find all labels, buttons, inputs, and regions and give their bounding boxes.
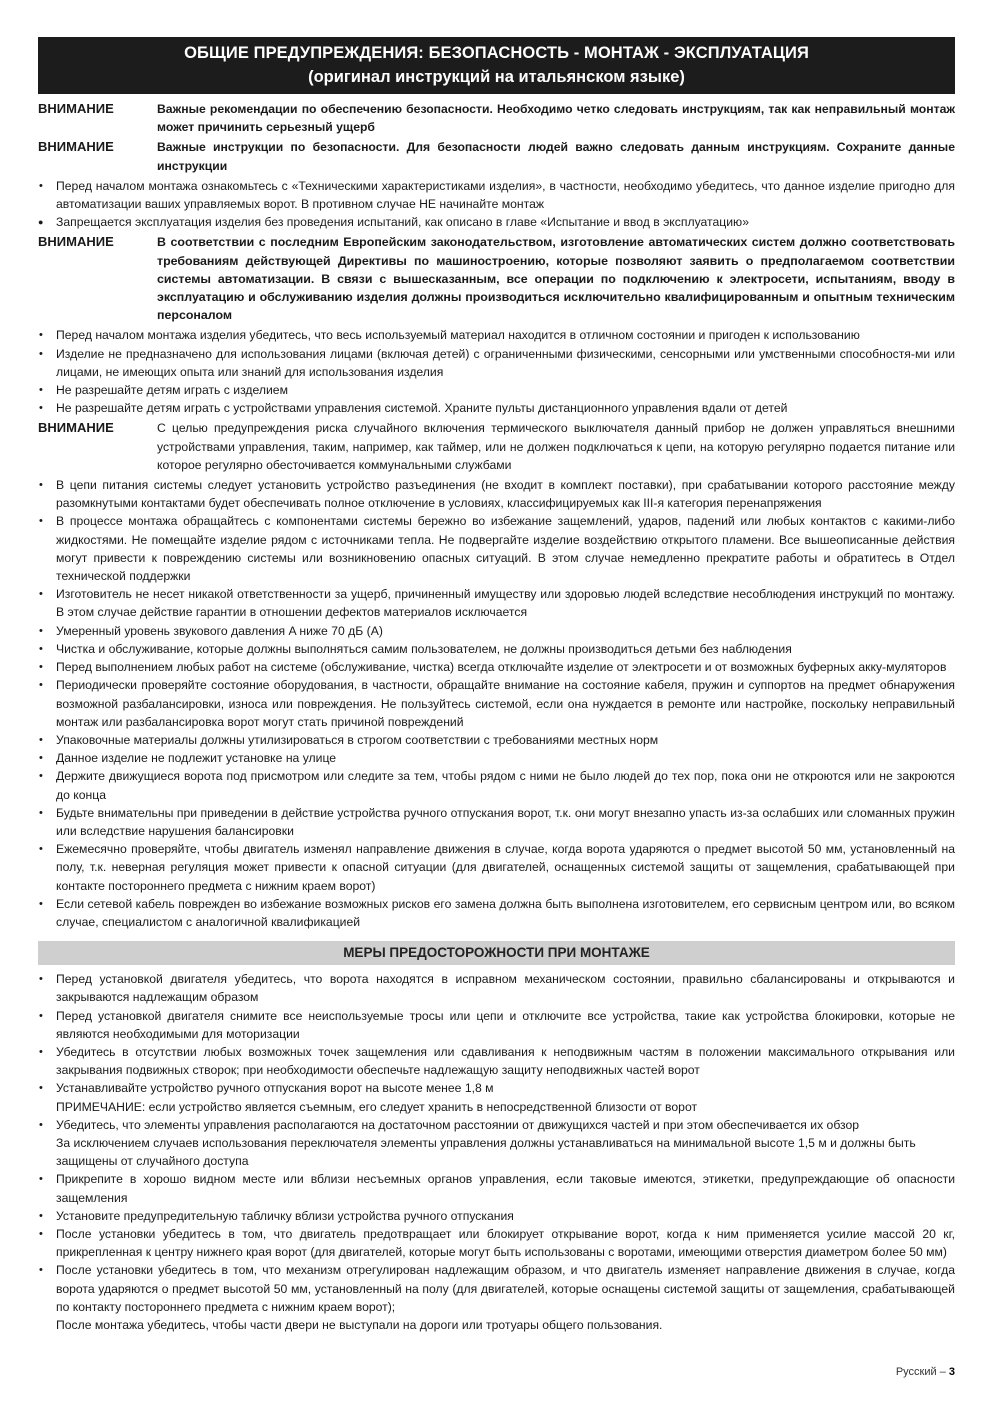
list-item: • Убедитесь в отсутствии любых возможных точек защемления или сдавливания к неподвижным частям в положении максимального открывания или закрывания подвижных створок; при необходимости обеспечьте надлежащую защиту неподвижных частей ворот bbox=[38, 1043, 955, 1079]
warning-text: С целью предупреждения риска случайного включения термического выключателя данный прибор не должен управляться внешними устройствами управления, таким, например, как таймер, или не должен подключаться к цепи, на которую регулярно подается питание или которое регулярно обесточивается коммунальными службами bbox=[157, 421, 955, 472]
list-item-note: ПРИМЕЧАНИЕ: если устройство является съемным, его следует хранить в непосредственной близости от ворот bbox=[56, 1099, 698, 1114]
list-item: • После установки убедитесь в том, что механизм отрегулирован надлежащим образом, и что двигатель изменяет направление движения в случае, когда ворота ударяются о предмет высотой 50 мм, установленный на полу (для двигателей, которые оснащены системой защиты от защемления, срабатывающей по контакту постороннего предмета с нижним краем ворот); bbox=[38, 1261, 955, 1316]
list-item: ● Запрещается эксплуатация изделия без проведения испытаний, как описано в главе «Испытание и ввод в эксплуатацию» bbox=[38, 213, 955, 231]
warning-label: ВНИМАНИЕ bbox=[38, 139, 114, 155]
list-item: • Перед началом монтажа изделия убедитесь, что весь используемый материал находится в отличном состоянии и пригоден к использованию bbox=[38, 326, 955, 344]
list-item: • Изготовитель не несет никакой ответственности за ущерб, причиненный имуществу или здоровью людей вследствие несоблюдения инструкций по монтажу. В этом случае действие гарантии в отношении дефектов материалов исключается bbox=[38, 585, 955, 621]
list-item: • Если сетевой кабель поврежден во избежание возможных рисков его замена должна быть выполнена изготовителем, его сервисным центром или, во всяком случае, специалистом с аналогичной квалификацией bbox=[38, 895, 955, 931]
warning-label: ВНИМАНИЕ bbox=[38, 234, 114, 250]
warning-block bbox=[38, 138, 955, 174]
list-item: • Устанавливайте устройство ручного отпускания ворот на высоте менее 1,8 м bbox=[38, 1079, 955, 1097]
list-item: • Убедитесь, что элементы управления располагаются на достаточном расстоянии от движущихся частей и при этом обеспечивается их обзор bbox=[38, 1116, 955, 1134]
list-item: • Данное изделие не подлежит установке на улице bbox=[38, 749, 955, 767]
list-item: • Периодически проверяйте состояние оборудования, в частности, обращайте внимание на состояние кабеля, пружин и суппортов на предмет обнаружения возможной разбалансировки, износа или повреждения. Не пользуйтесь системой, если она нуждается в ремонте или настройке, поскольку неправильный монтаж или разбалансировка ворот могут стать причиной повреждений bbox=[38, 676, 955, 731]
list-item: • Упаковочные материалы должны утилизироваться в строгом соответствии с требованиями местных норм bbox=[38, 731, 955, 749]
page-header bbox=[38, 37, 955, 94]
list-item: • Не разрешайте детям играть с изделием bbox=[38, 381, 955, 399]
warning-text: Важные рекомендации по обеспечению безопасности. Необходимо четко следовать инструкциям, так как неправильный монтаж может причинить серьезный ущерб bbox=[157, 102, 955, 135]
warning-block bbox=[38, 233, 955, 324]
footer-language: Русский – bbox=[895, 1366, 949, 1378]
list-item: • Перед установкой двигателя убедитесь, что ворота находятся в исправном механическом состоянии, правильно сбалансированы и открываются и закрываются надлежащим образом bbox=[38, 970, 955, 1006]
warning-label: ВНИМАНИЕ bbox=[38, 420, 114, 436]
warning-text: В соответствии с последним Европейским законодательством, изготовление автоматических систем должно соответствовать требованиям действующей Директивы по машиностроению, которые позволяют заявить о предполагаемом соответствии системы автоматизации. В связи с вышесказанным, все операции по подключению к электросети, испытаниям, вводу в эксплуатацию и обслуживанию изделия должны производиться исключительно квалифицированным и опытным техническим персоналом bbox=[157, 235, 955, 323]
page-number: 3 bbox=[948, 1366, 955, 1378]
section-heading: МЕРЫ ПРЕДОСТОРОЖНОСТИ ПРИ МОНТАЖЕ bbox=[38, 941, 955, 965]
page-footer bbox=[896, 1366, 955, 1378]
list-item: • Установите предупредительную табличку вблизи устройства ручного отпускания bbox=[38, 1207, 955, 1225]
warning-text: Важные инструкции по безопасности. Для безопасности людей важно следовать данным инструкциям. Сохраните данные инструкции bbox=[157, 140, 955, 173]
list-item: • Перед началом монтажа ознакомьтесь с «Техническими характеристиками изделия», в частности, необходимо убедитесь, что данное изделие пригодно для автоматизации ваших управляемых ворот. В противном случае НЕ начинайте монтаж bbox=[38, 177, 955, 213]
page-title: ОБЩИЕ ПРЕДУПРЕЖДЕНИЯ: БЕЗОПАСНОСТЬ - МОНТАЖ - ЭКСПЛУАТАЦИЯ bbox=[184, 44, 809, 62]
list-item-note: После монтажа убедитесь, чтобы части двери не выступали на дороги или тротуары общего пользования. bbox=[56, 1318, 663, 1332]
list-item: • Ежемесячно проверяйте, чтобы двигатель изменял направление движения в случае, когда ворота ударяются о предмет высотой 50 мм, установленный на полу, т.к. неверная регуляция может привести к опасной ситуации (для двигателей, оснащенных системой защиты от защемления, срабатывающей при контакте постороннего предмета с нижним краем ворот) bbox=[38, 840, 955, 895]
list-item: • После установки убедитесь в том, что двигатель предотвращает или блокирует открывание ворот, когда к ним применяется усилие массой 20 кг, прикрепленная к центру нижнего края ворот (для двигателей, которые могут быть использованы с воротами, имеющими отверстия диаметром более 50 мм) bbox=[38, 1225, 955, 1261]
page-subtitle: (оригинал инструкций на итальянском языке) bbox=[308, 68, 685, 86]
list-item: • Держите движущиеся ворота под присмотром или следите за тем, чтобы рядом с ними не было людей до тех пор, пока они не откроются или не закроются до конца bbox=[38, 767, 955, 803]
list-item: • Перед выполнением любых работ на системе (обслуживание, чистка) всегда отключайте изделие от электросети и от возможных буферных акку-муляторов bbox=[38, 658, 955, 676]
list-item: • Не разрешайте детям играть с устройствами управления системой. Храните пульты дистанционного управления вдали от детей bbox=[38, 399, 955, 417]
list-item: • Изделие не предназначено для использования лицами (включая детей) с ограниченными физическими, сенсорными или умственными способностя-ми или лицами, не имеющих опыта или знаний для использования изделия bbox=[38, 345, 955, 381]
list-item: • В цепи питания системы следует установить устройство разъединения (не входит в комплект поставки), при срабатывании которого расстояние между разомкнутыми контактами будет обеспечивать полное отключение в условиях, классифицируемых как III-я категория перенапряжения bbox=[38, 476, 955, 512]
list-item: • В процессе монтажа обращайтесь с компонентами системы бережно во избежание защемлений, ударов, падений или любых контактов с какими-либо жидкостями. Не помещайте изделие рядом с источниками тепла. Не подвергайте изделие воздействию открытого пламени. Все вышеописанные действия могут привести к повреждению системы или возникновению опасных ситуаций. В этом случае немедленно прекратите работы и обратитесь в Отдел технической поддержки bbox=[38, 512, 955, 585]
list-item-note: За исключением случаев использования переключателя элементы управления должны устанавливаться на минимальной высоте 1,5 м и должны быть защищены от случайного доступа bbox=[56, 1135, 916, 1169]
document-page bbox=[38, 37, 955, 1334]
list-item: • Прикрепите в хорошо видном месте или вблизи несъемных органов управления, если таковые имеются, этикетки, предупреждающие об опасности защемления bbox=[38, 1170, 955, 1206]
warning-block bbox=[38, 100, 955, 136]
list-item: • Будьте внимательны при приведении в действие устройства ручного отпускания ворот, т.к. они могут внезапно упасть из-за ослабших или сломанных пружин или вследствие нарушения балансировки bbox=[38, 804, 955, 840]
warning-block bbox=[38, 419, 955, 474]
list-item: • Умеренный уровень звукового давления A ниже 70 дБ (A) bbox=[38, 622, 955, 640]
warning-label: ВНИМАНИЕ bbox=[38, 101, 114, 116]
general-warnings bbox=[38, 100, 955, 1334]
list-item: • Чистка и обслуживание, которые должны выполняться самим пользователем, не должны производиться детьми без наблюдения bbox=[38, 640, 955, 658]
list-item: • Перед установкой двигателя снимите все неиспользуемые тросы или цепи и отключите все устройства, такие как устройства блокировки, которые не являются необходимыми для моторизации bbox=[38, 1007, 955, 1043]
